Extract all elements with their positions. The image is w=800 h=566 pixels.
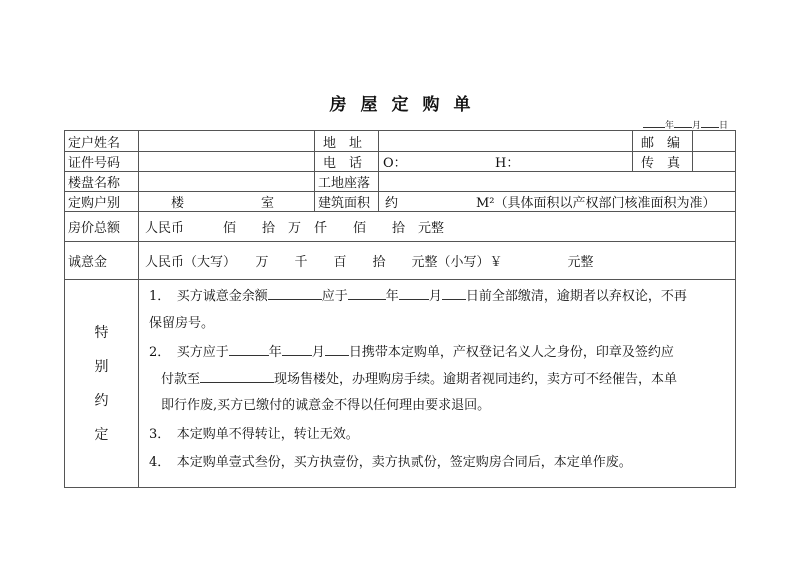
- row-total: [65, 211, 735, 242]
- year-blank[interactable]: [643, 117, 665, 128]
- year-label: 年: [664, 121, 674, 131]
- heading-char: 特: [94, 325, 109, 341]
- name-field[interactable]: [138, 131, 315, 151]
- term2-month-blank[interactable]: [282, 343, 312, 356]
- address-label: 地 址: [314, 131, 387, 151]
- unit-label: 定购户别: [68, 195, 121, 211]
- term-3: 3． 本定购单不得转让，转让无效。: [149, 427, 359, 442]
- payment-amount-blank[interactable]: [200, 370, 274, 383]
- term-2-line-2: 付款至 现场售楼处，办理购房手续。逾期者视同违约，卖方可不经催告，本单: [161, 372, 678, 387]
- deposit-value: 人民币（大写） 万 千 百 拾 元整（小写）￥ 元整: [138, 241, 742, 279]
- term2-day-blank[interactable]: [325, 343, 349, 356]
- day-label: 日: [718, 121, 728, 131]
- term1-day-blank[interactable]: [442, 287, 466, 300]
- phone-home-label: H：: [495, 155, 520, 171]
- order-form: [64, 130, 736, 488]
- term1-month-blank[interactable]: [399, 287, 429, 300]
- term-2-line-1: 2． 买方应于 年 月 日携带本定购单，产权登记名义人之身份，印章及签约应: [149, 345, 674, 360]
- row-building: [65, 171, 735, 192]
- heading-char: 别: [94, 359, 109, 375]
- site-label: 工地座落: [314, 171, 382, 191]
- heading-char: 约: [94, 393, 109, 409]
- building-field[interactable]: [138, 171, 315, 191]
- date-line: [643, 117, 728, 131]
- month-label: 月: [691, 121, 701, 131]
- fax-label: 传 真: [632, 151, 701, 171]
- address-field[interactable]: [378, 131, 633, 151]
- id-field[interactable]: [138, 151, 315, 171]
- phone-field[interactable]: [378, 151, 633, 171]
- term-1-line-1: 1． 买方诚意金余额 应于 年 月 日前全部缴清，逾期者以弃权论，不再: [149, 289, 687, 304]
- phone-office-label: O：: [383, 155, 407, 171]
- row-unit: [65, 191, 735, 212]
- postcode-label: 邮 编: [632, 131, 701, 151]
- term-4: 4． 本定购单壹式叁份，买方执壹份，卖方执贰份，签定购房合同后，本定单作废。: [149, 455, 632, 470]
- area-value: 约 M²（具体面积以产权部门核准面积为准）: [378, 191, 742, 211]
- total-label: 房价总额: [68, 220, 121, 236]
- term1-year-blank[interactable]: [348, 287, 386, 300]
- day-blank[interactable]: [701, 117, 719, 128]
- postcode-field[interactable]: [692, 131, 736, 151]
- deposit-balance-blank[interactable]: [268, 287, 322, 300]
- unit-field[interactable]: [138, 191, 315, 211]
- phone-label: 电 话: [314, 151, 387, 171]
- site-field[interactable]: [378, 171, 736, 191]
- special-terms-heading: [65, 279, 138, 487]
- row-name: [65, 131, 735, 152]
- month-blank[interactable]: [674, 117, 692, 128]
- special-terms-section: [65, 279, 735, 487]
- unit-building-suffix: 楼: [171, 195, 185, 211]
- term-2-line-3: 即行作废,买方已缴付的诚意金不得以任何理由要求退回。: [161, 398, 491, 413]
- row-id: [65, 151, 735, 172]
- unit-room-suffix: 室: [261, 195, 275, 211]
- term2-year-blank[interactable]: [229, 343, 269, 356]
- special-terms-body: [138, 279, 735, 487]
- row-deposit: [65, 241, 735, 280]
- building-label: 楼盘名称: [68, 175, 121, 191]
- fax-field[interactable]: [692, 151, 736, 171]
- term-1-line-2: 保留房号。: [149, 316, 215, 331]
- name-label: 定户姓名: [68, 135, 121, 151]
- document-title: 房屋定购单: [329, 95, 485, 115]
- id-label: 证件号码: [68, 155, 121, 171]
- deposit-label: 诚意金: [68, 254, 108, 270]
- total-value: 人民币 佰 拾 万 仟 佰 拾 元整: [138, 211, 742, 241]
- area-label: 建筑面积: [314, 191, 382, 211]
- heading-char: 定: [94, 427, 109, 443]
